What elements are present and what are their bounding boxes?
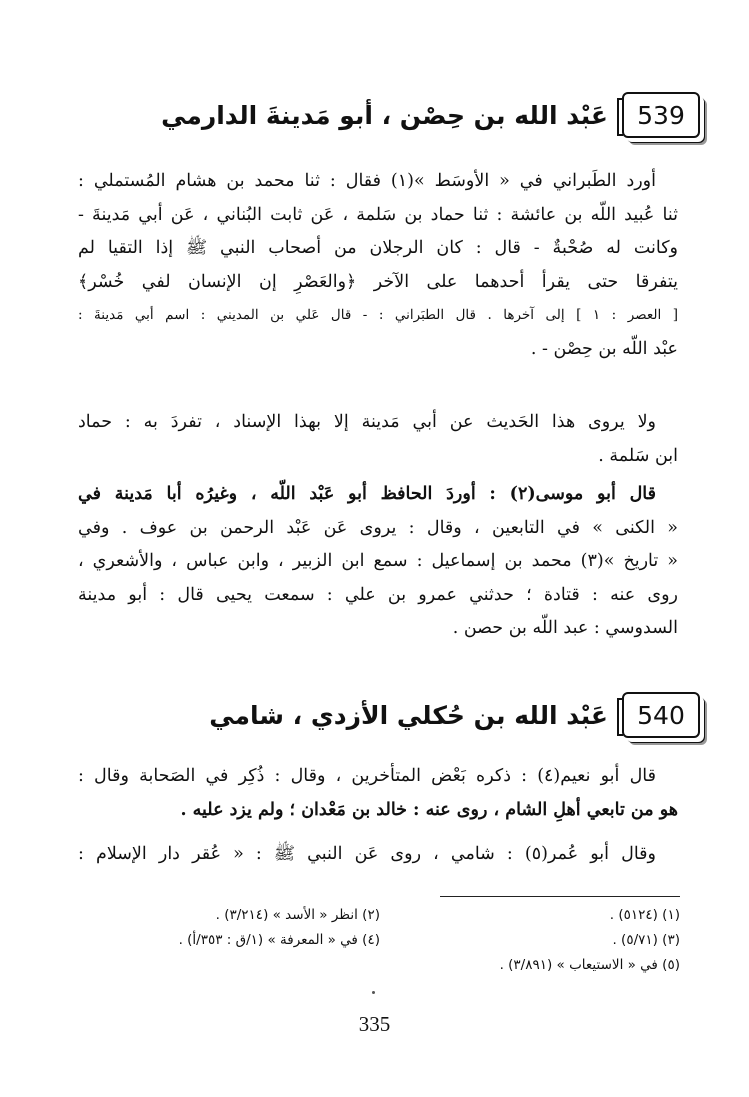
text-line: ثنا عُبيد اللّه بن عائشة : ثنا حماد بن سَلمة ، عَن ثابت البُناني ، عَن أبي مَدينةَ - [78,204,678,225]
entry-title: عَبْد الله بن حِصْن ، أبو مَدينةَ الدارمي [161,100,608,130]
text-line: يتفرقا حتى يقرأ أحدهما على الآخر ﴿والعَصْرِ إن الإنسان لفي خُسْر﴾ [78,271,678,292]
text-line: قال أبو نعيم(٤) : ذكره بَعْض المتأخرين ، وقال : ذُكِر في الصَحابة وقال : [78,766,656,786]
entry-number: 539 [637,100,685,130]
entry-number-box [622,92,700,138]
text-line: ابن سَلمة . [598,445,678,466]
text-line: وقال أبو عُمر(٥) : شامي ، روى عَن النبي ﷺ : « عُقر دار الإسلام : [78,844,656,864]
footnote: (٢) انظر « الأسد » (٣/٢١٤) . [215,907,380,923]
entry-title: عَبْد الله بن حُكلي الأزدي ، شامي [209,700,608,730]
text-line: وكانت له صُحْبةٌ - قال : كان الرجلان من أصحاب النبي ﷺ إذا التقيا لم [78,238,678,258]
entry-540-heading [60,692,700,738]
text-line: ولا يروى هذا الحَديث عن أبي مَدينة إلا بهذا الإسناد ، تفردَ به : حماد [78,412,656,432]
entry-number-box [622,692,700,738]
footnote: (٣) (٥/٧١) . [612,932,680,948]
footnote-row [90,904,680,926]
entry-539-paragraph-1 [78,165,678,366]
page-number: 335 [358,1012,391,1036]
entry-539-paragraph-3 [78,478,678,646]
entry-539-heading [60,92,700,138]
text-line: « الكنى » في التابعين ، وقال : يروى عَن عَبْد الرحمن بن عوف . وفي [78,517,678,538]
text-line: السدوسي : عبد اللّه بن حصن . [452,618,678,638]
footnote-rule [440,896,680,897]
text-line: قال أبو موسى(٢) : أوردَ الحافظ أبو عَبْد اللّه ، وغيرُه أبا مَدينة في [78,484,656,504]
entry-540-paragraph-2 [78,838,678,872]
entry-539-paragraph-2 [78,406,678,473]
text-line: « تاريخ »(٣) محمد بن إسماعيل : سمع ابن الزبير ، وابن عباس ، والأشعري ، [78,551,678,571]
entry-540-paragraph-1 [78,760,678,827]
footnote: (١) (٥١٢٤) . [609,907,680,923]
text-line: روى عنه : قتادة ؛ حدثني عمرو بن علي : سمعت يحيى قال : أبو مدينة [78,584,678,605]
footnote: (٤) في « المعرفة » (١/ق : ٣٥٣/أ) . [178,932,380,948]
footnote-row [90,954,680,976]
text-line: هو من تابعي أهلِ الشام ، روى عنه : خالد بن مَعْدان ؛ ولم يزد عليه . [180,799,678,820]
text-line: [ العصر : ١ ] إلى آخرها . قال الطبَراني : - قال عَلي بن المديني : اسم أبي مَدينةَ : [78,307,678,323]
footnote: (٥) في « الاستيعاب » (٣/٨٩١) . [499,957,680,973]
text-line: أورد الطَبراني في « الأوسَط »(١) فقال : ثنا محمد بن هشام المُستملي : [78,171,656,191]
footnote-row [90,929,680,951]
text-line: عبْد اللّه بن حِصْن - . [530,338,678,359]
entry-number: 540 [637,700,685,730]
scan-speck [372,991,375,994]
